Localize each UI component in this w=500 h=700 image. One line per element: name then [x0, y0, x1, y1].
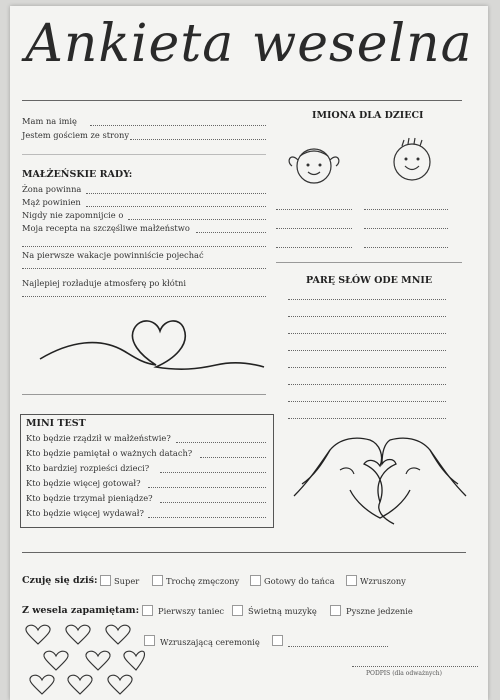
survey-sheet — [10, 6, 488, 700]
remember-checkbox-food[interactable] — [330, 605, 341, 616]
words-heading: PARĘ SŁÓW ODE MNIE — [306, 275, 433, 286]
mini-test-heading: MINI TEST — [26, 418, 86, 429]
feeling-checkbox-tired[interactable] — [152, 575, 163, 586]
kid-name-field[interactable] — [276, 247, 352, 248]
advice-field[interactable] — [22, 296, 266, 297]
words-line[interactable] — [288, 384, 446, 385]
advice-item: Żona powinna — [22, 184, 82, 194]
mini-test-answer[interactable] — [160, 502, 266, 503]
advice-item: Nigdy nie zapomnijcie o — [22, 210, 124, 220]
hands-heart-icon — [290, 430, 470, 530]
heart-line-icon — [30, 311, 270, 386]
mini-test-question: Kto będzie trzymał pieniądze? — [26, 493, 153, 503]
mini-test-answer[interactable] — [176, 442, 266, 443]
remember-option-label: Pyszne jedzenie — [346, 606, 413, 616]
guest-side-label: Jestem gościem ze strony — [22, 130, 130, 140]
mini-test-answer[interactable] — [160, 472, 266, 473]
feeling-checkbox-super[interactable] — [100, 575, 111, 586]
signature-label: PODPIS (dla odważnych) — [366, 670, 442, 677]
kid-name-field[interactable] — [364, 247, 448, 248]
feeling-checkbox-moved[interactable] — [346, 575, 357, 586]
kid-name-field[interactable] — [364, 209, 448, 210]
words-line[interactable] — [288, 418, 446, 419]
advice-field[interactable] — [128, 219, 266, 220]
advice-item: Najlepiej rozładuje atmosferę po kłótni — [22, 278, 187, 288]
girl-face-icon — [284, 140, 344, 190]
feeling-checkbox-dance[interactable] — [250, 575, 261, 586]
kids-names-heading: IMIONA DLA DZIECI — [312, 110, 424, 121]
mini-test-answer[interactable] — [200, 457, 266, 458]
feeling-option-label: Super — [114, 576, 140, 586]
remember-checkbox-first-dance[interactable] — [142, 605, 153, 616]
bottom-divider — [22, 552, 466, 553]
words-line[interactable] — [288, 350, 446, 351]
kids-divider — [276, 262, 462, 263]
advice-item: Mąż powinien — [22, 197, 81, 207]
feeling-option-label: Wzruszony — [360, 576, 406, 586]
mini-test-question: Kto będzie pamiętał o ważnych datach? — [26, 448, 193, 458]
hearts-cluster-icon — [18, 622, 148, 698]
mini-test-question: Kto będzie więcej gotował? — [26, 478, 141, 488]
remember-option-label: Świetną muzykę — [248, 606, 317, 616]
advice-heading: MAŁŻEŃSKIE RADY: — [22, 169, 133, 180]
advice-field[interactable] — [22, 246, 266, 247]
advice-field[interactable] — [86, 193, 266, 194]
remember-option-label: Pierwszy taniec — [158, 606, 225, 616]
remember-option-label: Wzruszającą ceremonię — [160, 637, 260, 647]
guest-side-field[interactable] — [130, 139, 266, 140]
intro-divider — [22, 154, 266, 155]
signature-field[interactable] — [352, 666, 478, 667]
mini-test-question: Kto będzie więcej wydawał? — [26, 508, 144, 518]
words-line[interactable] — [288, 401, 446, 402]
mini-test-question: Kto będzie rządził w małżeństwie? — [26, 433, 171, 443]
words-line[interactable] — [288, 316, 446, 317]
name-field[interactable] — [90, 125, 266, 126]
remember-other-field[interactable] — [288, 646, 388, 647]
boy-face-icon — [382, 130, 442, 186]
mini-test-answer[interactable] — [148, 517, 266, 518]
mini-test-answer[interactable] — [148, 487, 266, 488]
mini-test-question: Kto bardziej rozpieści dzieci? — [26, 463, 150, 473]
feeling-label: Czuję się dziś: — [22, 575, 98, 586]
advice-field[interactable] — [196, 232, 266, 233]
feeling-option-label: Trochę zmęczony — [166, 576, 240, 586]
kid-name-field[interactable] — [276, 209, 352, 210]
words-line[interactable] — [288, 367, 446, 368]
remember-checkbox-music[interactable] — [232, 605, 243, 616]
name-label: Mam na imię — [22, 116, 77, 126]
remember-label: Z wesela zapamiętam: — [22, 605, 140, 616]
words-line[interactable] — [288, 299, 446, 300]
heart-divider — [22, 394, 266, 395]
kid-name-field[interactable] — [276, 228, 352, 229]
advice-field[interactable] — [22, 268, 266, 269]
page-title: Ankieta weselna — [25, 14, 473, 74]
title-rule — [22, 100, 462, 101]
remember-checkbox-other[interactable] — [272, 635, 283, 646]
advice-field[interactable] — [86, 206, 266, 207]
kid-name-field[interactable] — [364, 228, 448, 229]
feeling-option-label: Gotowy do tańca — [264, 576, 335, 586]
advice-item: Na pierwsze wakacje powinniście pojechać — [22, 250, 204, 260]
advice-item: Moja recepta na szczęśliwe małżeństwo — [22, 223, 190, 233]
words-line[interactable] — [288, 333, 446, 334]
